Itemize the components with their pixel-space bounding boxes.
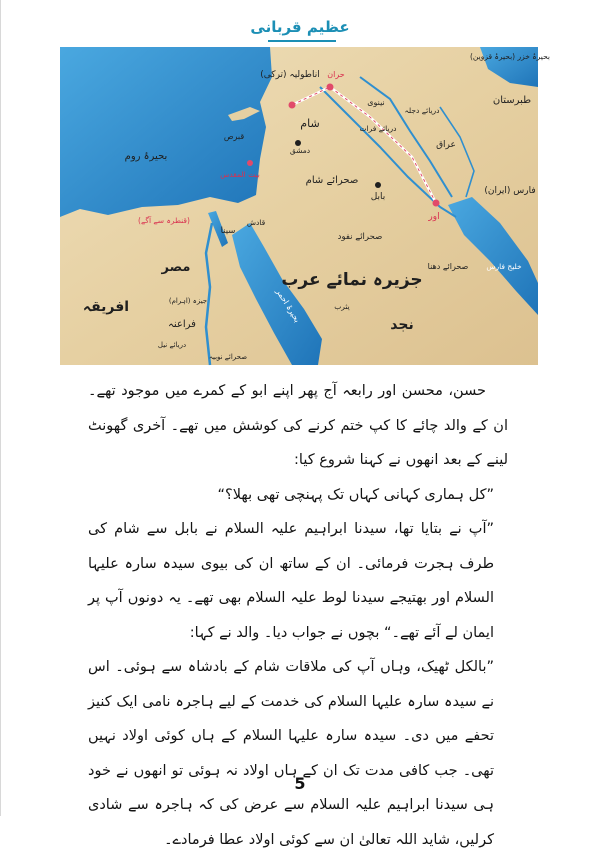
label-sahra-e-shaam: صحرائے شام: [305, 175, 359, 186]
label-sahra-e-dehna: صحرائے دھنا: [427, 262, 469, 271]
label-anatolia: اناطولیہ (ترکی): [260, 70, 320, 80]
label-qadesh: قادش: [246, 218, 266, 227]
map-svg: [60, 47, 550, 365]
label-sahra-e-nufood: صحرائے نفود: [337, 232, 383, 242]
title-underline: [268, 40, 336, 42]
paragraph-3: ”آپ نے بتایا تھا، سیدنا ابراہیم علیہ السلام نے بابل سے شام کی طرف ہجرت فرمائی۔ ان کے ساتھ ان کی بیوی سیدہ سارہ علیہا السلام اور بھتیجے سیدنا لوط علیہ السلام بھی تھے۔ یہ دونوں آپ پر ایمان لے آئے تھے۔“ بچوں نے جواب دیا۔ والد نے کہا:: [88, 521, 494, 641]
label-sina: سینا: [220, 226, 236, 236]
city-dot-babil: [375, 182, 381, 188]
label-nile: دریائے نیل: [157, 341, 187, 349]
label-caspian: بحیرۂ خزر (بحیرۂ قزوین): [470, 52, 550, 61]
city-dot-ur: [433, 200, 440, 207]
book-title: عظیم قربانی: [250, 18, 350, 36]
paragraph-4: ”بالکل ٹھیک، وہاں آپ کی ملاقات شام کے بادشاہ سے ہوئی۔ اس نے سیدہ سارہ علیہا السلام کی خدمت کے لیے ہاجرہ نامی ایک کنیز تحفے میں دی۔ سیدہ سارہ علیہا السلام کے ہاں کوئی اولاد نہیں تھی۔ جب کافی مدت تک ان کے ہاں اولاد نہ ہوئی تو انھوں نے خود ہی سیدنا ابراہیم علیہ السلام سے عرض کی کہ ہاجرہ سے شادی کرلیں، شاید اللہ تعالیٰ ان سے کوئی اولاد عطا فرمادے۔: [88, 659, 494, 848]
label-tigris: دریائے دجلہ: [404, 106, 440, 115]
label-bahr-e-rum: بحیرۂ روم: [124, 151, 168, 162]
label-qubrus: قبرص: [223, 132, 245, 141]
label-haran: حران: [327, 70, 345, 79]
label-damascus: دمشق: [289, 146, 311, 155]
label-tabaristan: طبرستان: [492, 95, 532, 106]
label-bait-ul-maqdis: بیت المقدس: [220, 170, 260, 179]
label-bahr-e-ahmar: بحیرۂ احمر: [274, 287, 302, 325]
label-ur: اور: [428, 212, 440, 222]
label-misr: مصر: [161, 260, 191, 275]
paragraph-1: حسن، محسن اور رابعہ آج پھر اپنے ابو کے کمرے میں موجود تھے۔ ان کے والد چائے کا کپ ختم کرنے کی کوشش میں تھے۔ آخری گھونٹ لینے کے بعد انھوں نے کہنا شروع کیا:: [88, 383, 508, 468]
page-number: 5: [294, 774, 306, 793]
paragraph-2: ”کل ہماری کہانی کہاں تک پہنچی تھی بھلا؟“: [217, 486, 494, 503]
label-jazeera-numa-e-arab: جزیرہ نمائے عرب: [281, 270, 423, 290]
label-fars: فارس (ایران): [484, 186, 536, 196]
label-yathrib: یثرب: [334, 302, 350, 311]
label-babil: بابل: [370, 192, 386, 202]
city-dot-bait-ul-maqdis: [247, 160, 253, 166]
label-giza: جیزہ (اہرام): [168, 297, 208, 305]
historical-map: [60, 47, 550, 365]
label-firaona: فراعنہ: [168, 319, 196, 330]
label-iraq: عراق: [436, 140, 456, 150]
city-dot-anatolia: [289, 102, 296, 109]
city-dot-haran: [327, 84, 334, 91]
label-qantara: (قنطرہ سے آگے): [138, 216, 190, 225]
label-sahra-e-nubia: صحرائے نوبیہ: [208, 353, 248, 361]
label-najd: نجد: [390, 317, 414, 333]
label-nineveh: نینوی: [367, 98, 385, 107]
label-shaam: شام: [300, 117, 320, 130]
label-khaleej-e-fars: خلیج فارس: [486, 262, 522, 271]
label-euphrates: دریائے فرات: [359, 124, 397, 133]
label-afriqa: افریقہ: [82, 299, 130, 315]
